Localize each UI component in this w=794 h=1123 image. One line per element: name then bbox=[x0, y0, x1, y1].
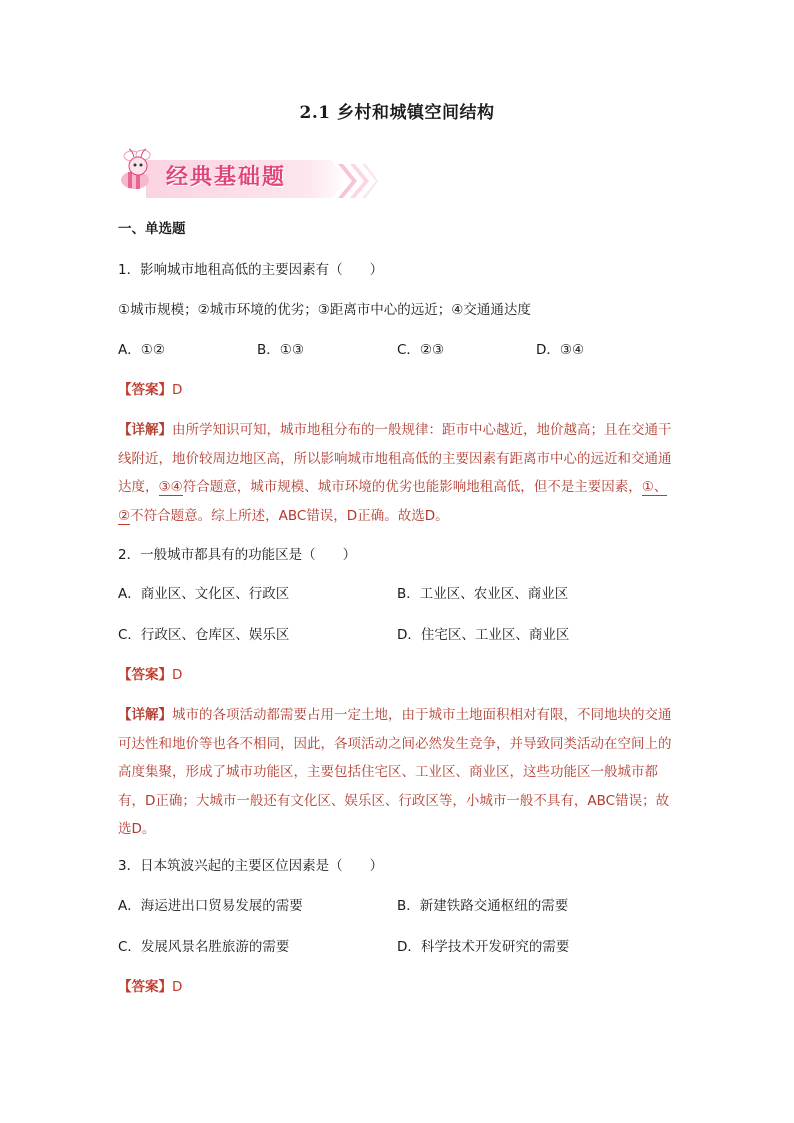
q1-option-c: C．②③ bbox=[397, 342, 445, 358]
section-heading: 一、单选题 bbox=[118, 221, 186, 237]
page-title: 2.1 乡村和城镇空间结构 bbox=[299, 103, 495, 123]
q2-answer bbox=[118, 665, 182, 685]
q1-option-a: A．①② bbox=[118, 342, 165, 358]
q2-stem: 2．一般城市都具有的功能区是（ ） bbox=[118, 547, 357, 563]
answer-label: 【答案】 bbox=[118, 979, 172, 995]
q1-detail bbox=[118, 416, 678, 530]
q1-stem: 1．影响城市地租高低的主要因素有（ ） bbox=[118, 262, 384, 278]
q3-option-a: A．海运进出口贸易发展的需要 bbox=[118, 898, 303, 914]
q2-option-b: B．工业区、农业区、商业区 bbox=[397, 586, 569, 602]
bee-icon bbox=[121, 149, 150, 189]
answer-value: D bbox=[172, 667, 183, 683]
q2-option-a: A．商业区、文化区、行政区 bbox=[118, 586, 290, 602]
section-banner bbox=[116, 146, 378, 202]
q2-option-c: C．行政区、仓库区、娱乐区 bbox=[118, 627, 290, 643]
q2-detail bbox=[118, 701, 678, 844]
q2-detail-text: 城市的各项活动都需要占用一定土地，由于城市土地面积相对有限，不同地块的交通可达性和地价等也各不相同，因此，各项活动之间必然发生竞争，并导致同类活动在空间上的高度集聚，形成了城市功能区，主要包括住宅区、工业区、商业区，这些功能区一般城市都有，D正确；大城市一般还有文化区、娱乐区、行政区等，小城市一般不具有，ABC错误；故选D。 bbox=[118, 707, 672, 837]
q2-option-d: D．住宅区、工业区、商业区 bbox=[397, 627, 570, 643]
q3-answer bbox=[118, 977, 182, 997]
answer-value: D bbox=[172, 382, 183, 398]
q1-detail-c: 不符合题意。综上所述，ABC错误，D正确。故选D。 bbox=[130, 507, 449, 524]
q1-answer bbox=[118, 380, 182, 400]
q3-option-c: C．发展风景名胜旅游的需要 bbox=[118, 939, 290, 955]
q3-option-d: D．科学技术开发研究的需要 bbox=[397, 939, 570, 955]
banner-title: 经典基础题 bbox=[166, 165, 287, 190]
q1-detail-highlight-1: ③④ bbox=[158, 479, 183, 495]
q1-option-d: D．③④ bbox=[536, 342, 585, 358]
q3-option-b: B．新建铁路交通枢纽的需要 bbox=[397, 898, 569, 914]
answer-label: 【答案】 bbox=[118, 667, 172, 683]
q1-detail-highlight-2: ①、② bbox=[118, 479, 668, 524]
detail-label: 【详解】 bbox=[118, 422, 172, 438]
q1-detail-b: 符合题意，城市规模、城市环境的优劣也能影响地租高低，但不是主要因素， bbox=[182, 479, 642, 495]
q3-stem: 3．日本筑波兴起的主要区位因素是（ ） bbox=[118, 858, 384, 874]
q1-statement: ①城市规模；②城市环境的优劣；③距离市中心的远近；④交通通达度 bbox=[118, 302, 531, 318]
answer-label: 【答案】 bbox=[118, 382, 172, 398]
detail-label: 【详解】 bbox=[118, 707, 172, 723]
q1-option-b: B．①③ bbox=[257, 342, 304, 358]
answer-value: D bbox=[172, 979, 183, 995]
q1-detail-a: 由所学知识可知，城市地租分布的一般规律：距市中心越近，地价越高；且在交通干线附近，地价较周边地区高，所以影响城市地租高低的主要因素有距离市中心的远近和交通通达度， bbox=[118, 422, 672, 495]
